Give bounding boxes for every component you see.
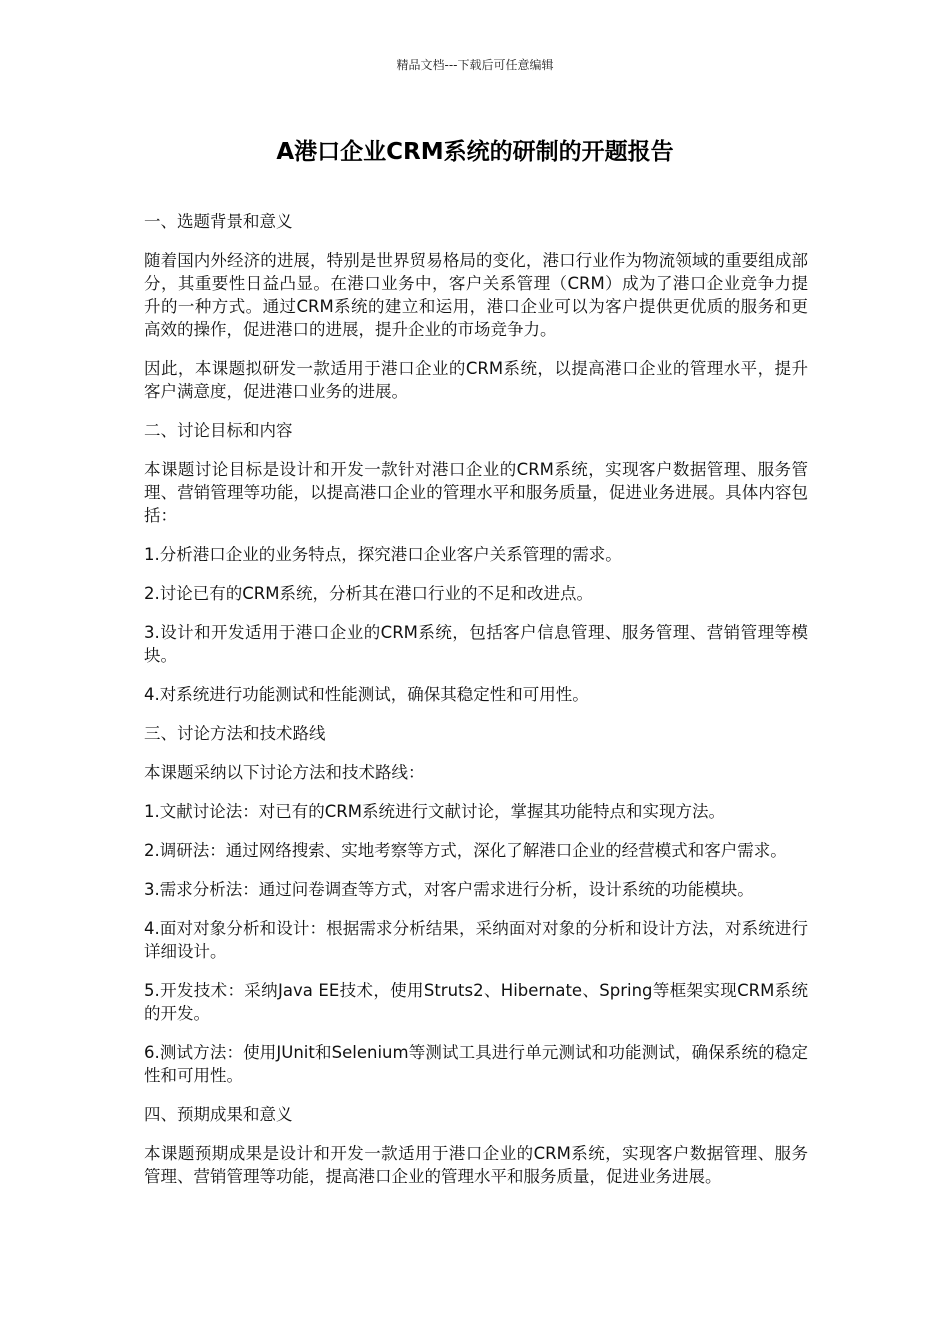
page-header: 精品文档---下载后可任意编辑 (396, 58, 554, 72)
list-item: 2.讨论已有的CRM系统，分析其在港口行业的不足和改进点。 (144, 584, 593, 603)
section-heading-background: 一、选题背景和意义 (144, 212, 293, 231)
document-body (144, 210, 808, 1204)
list-item: 3.需求分析法：通过问卷调查等方式，对客户需求进行分析，设计系统的功能模块。 (144, 880, 754, 899)
list-item: 4.对系统进行功能测试和性能测试，确保其稳定性和可用性。 (144, 685, 589, 704)
paragraph: 本课题预期成果是设计和开发一款适用于港口企业的CRM系统，实现客户数据管理、服务管理、营销管理等功能，提高港口企业的管理水平和服务质量，促进业务进展。 (144, 1144, 808, 1186)
document-title: A港口企业CRM系统的研制的开题报告 (276, 139, 674, 165)
list-item: 5.开发技术：采纳Java EE技术，使用Struts2、Hibernate、Spring等框架实现CRM系统的开发。 (144, 981, 808, 1023)
section-heading-goals: 二、讨论目标和内容 (144, 421, 293, 440)
list-item: 4.面对对象分析和设计：根据需求分析结果，采纳面对对象的分析和设计方法，对系统进行详细设计。 (144, 919, 808, 961)
list-item: 1.文献讨论法：对已有的CRM系统进行文献讨论，掌握其功能特点和实现方法。 (144, 802, 725, 821)
section-heading-methods: 三、讨论方法和技术路线 (144, 724, 326, 743)
list-item: 2.调研法：通过网络搜索、实地考察等方式，深化了解港口企业的经营模式和客户需求。 (144, 841, 787, 860)
section-heading-outcomes: 四、预期成果和意义 (144, 1105, 293, 1124)
list-item: 6.测试方法：使用JUnit和Selenium等测试工具进行单元测试和功能测试，确保系统的稳定性和可用性。 (144, 1043, 808, 1085)
list-item: 1.分析港口企业的业务特点，探究港口企业客户关系管理的需求。 (144, 545, 622, 564)
paragraph: 因此，本课题拟研发一款适用于港口企业的CRM系统，以提高港口企业的管理水平，提升客户满意度，促进港口业务的进展。 (144, 359, 808, 401)
list-item: 3.设计和开发适用于港口企业的CRM系统，包括客户信息管理、服务管理、营销管理等模块。 (144, 623, 808, 665)
paragraph: 随着国内外经济的进展，特别是世界贸易格局的变化，港口行业作为物流领域的重要组成部分，其重要性日益凸显。在港口业务中，客户关系管理（CRM）成为了港口企业竞争力提升的一种方式。通过CRM系统的建立和运用，港口企业可以为客户提供更优质的服务和更高效的操作，促进港口的进展，提升企业的市场竞争力。 (144, 251, 808, 339)
paragraph: 本课题采纳以下讨论方法和技术路线： (144, 763, 425, 782)
paragraph: 本课题讨论目标是设计和开发一款针对港口企业的CRM系统，实现客户数据管理、服务管理、营销管理等功能，以提高港口企业的管理水平和服务质量，促进业务进展。具体内容包括： (144, 460, 808, 525)
